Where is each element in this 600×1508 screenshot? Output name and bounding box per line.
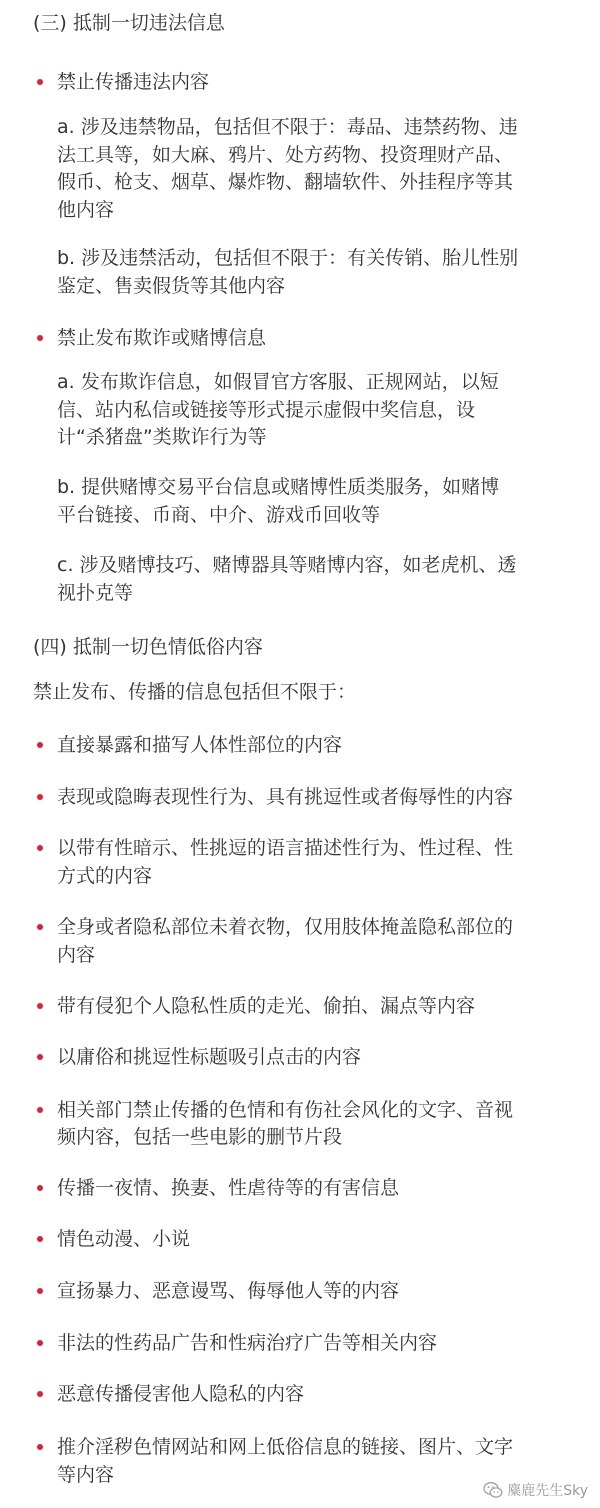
- list-item: 非法的性药品广告和性病治疗广告等相关内容: [57, 1332, 438, 1354]
- list-item: 直接暴露和描写人体性部位的内容: [57, 734, 343, 756]
- bullet-icon: [37, 1054, 43, 1060]
- bullet-icon: [37, 1288, 43, 1294]
- list-item-continued: 频内容，包括一些电影的删节片段: [57, 1126, 343, 1148]
- bullet-icon: [37, 1340, 43, 1346]
- list-item: 情色动漫、小说: [57, 1228, 191, 1250]
- bullet-icon: [37, 794, 43, 800]
- sub-item-line: c. 涉及赌博技巧、赌博器具等赌博内容，如老虎机、透: [57, 554, 517, 576]
- list-item: 恶意传播侵害他人隐私的内容: [57, 1383, 305, 1405]
- bullet-icon: [37, 1236, 43, 1242]
- list-item: 以庸俗和挑逗性标题吸引点击的内容: [57, 1046, 362, 1068]
- bullet-icon: [37, 1185, 43, 1191]
- list-item: 带有侵犯个人隐私性质的走光、偷拍、漏点等内容: [57, 995, 476, 1017]
- list-item-continued: 等内容: [57, 1464, 115, 1486]
- list-item-continued: 方式的内容: [57, 865, 153, 887]
- watermark-text: 麋鹿先生Sky: [507, 1483, 588, 1499]
- bullet-icon: [37, 1107, 43, 1113]
- bullet-icon: [37, 335, 43, 341]
- wechat-icon: [483, 1481, 503, 1499]
- list-item: 推介淫秽色情网站和网上低俗信息的链接、图片、文字: [57, 1436, 514, 1458]
- bullet-icon: [37, 1003, 43, 1009]
- section-4-intro: 禁止发布、传播的信息包括但不限于：: [33, 681, 357, 703]
- sub-item-line: b. 涉及违禁活动，包括但不限于：有关传销、胎儿性别: [57, 247, 519, 269]
- bullet-icon: [37, 79, 43, 85]
- bullet-icon: [37, 924, 43, 930]
- sub-item-line: a. 发布欺诈信息，如假冒官方客服、正规网站，以短: [57, 371, 499, 393]
- sub-item-line: a. 涉及违禁物品，包括但不限于：毒品、违禁药物、违: [57, 116, 518, 138]
- sub-item-line: b. 提供赌博交易平台信息或赌博性质类服务，如赌博: [57, 476, 500, 498]
- list-item: 传播一夜情、换妻、性虐待等的有害信息: [57, 1177, 400, 1199]
- sub-item-line: 计“杀猪盘”类欺诈行为等: [57, 426, 267, 448]
- sub-item-line: 他内容: [57, 199, 115, 221]
- list-item: 以带有性暗示、性挑逗的语言描述性行为、性过程、性: [57, 837, 514, 859]
- list-item: 全身或者隐私部位未着衣物，仅用肢体掩盖隐私部位的: [57, 916, 514, 938]
- bullet-item: 禁止发布欺诈或赌博信息: [57, 327, 267, 349]
- section-4-title: (四) 抵制一切色情低俗内容: [33, 636, 263, 658]
- sub-item-line: 假币、枪支、烟草、爆炸物、翻墙软件、外挂程序等其: [57, 171, 514, 193]
- sub-item-line: 鉴定、售卖假货等其他内容: [57, 275, 286, 297]
- bullet-icon: [37, 1444, 43, 1450]
- section-3-title: (三) 抵制一切违法信息: [33, 12, 225, 34]
- bullet-icon: [37, 845, 43, 851]
- sub-item-line: 信、站内私信或链接等形式提示虚假中奖信息，设: [57, 399, 476, 421]
- bullet-item: 禁止传播违法内容: [57, 71, 210, 93]
- sub-item-line: 平台链接、币商、中介、游戏币回收等: [57, 504, 381, 526]
- list-item-continued: 内容: [57, 944, 96, 966]
- bullet-icon: [37, 1391, 43, 1397]
- list-item: 表现或隐晦表现性行为、具有挑逗性或者侮辱性的内容: [57, 786, 514, 808]
- list-item: 相关部门禁止传播的色情和有伤社会风化的文字、音视: [57, 1099, 514, 1121]
- watermark: [483, 1480, 588, 1500]
- sub-item-line: 法工具等，如大麻、鸦片、处方药物、投资理财产品、: [57, 144, 514, 166]
- bullet-icon: [37, 742, 43, 748]
- list-item: 宣扬暴力、恶意谩骂、侮辱他人等的内容: [57, 1280, 400, 1302]
- sub-item-line: 视扑克等: [57, 582, 134, 604]
